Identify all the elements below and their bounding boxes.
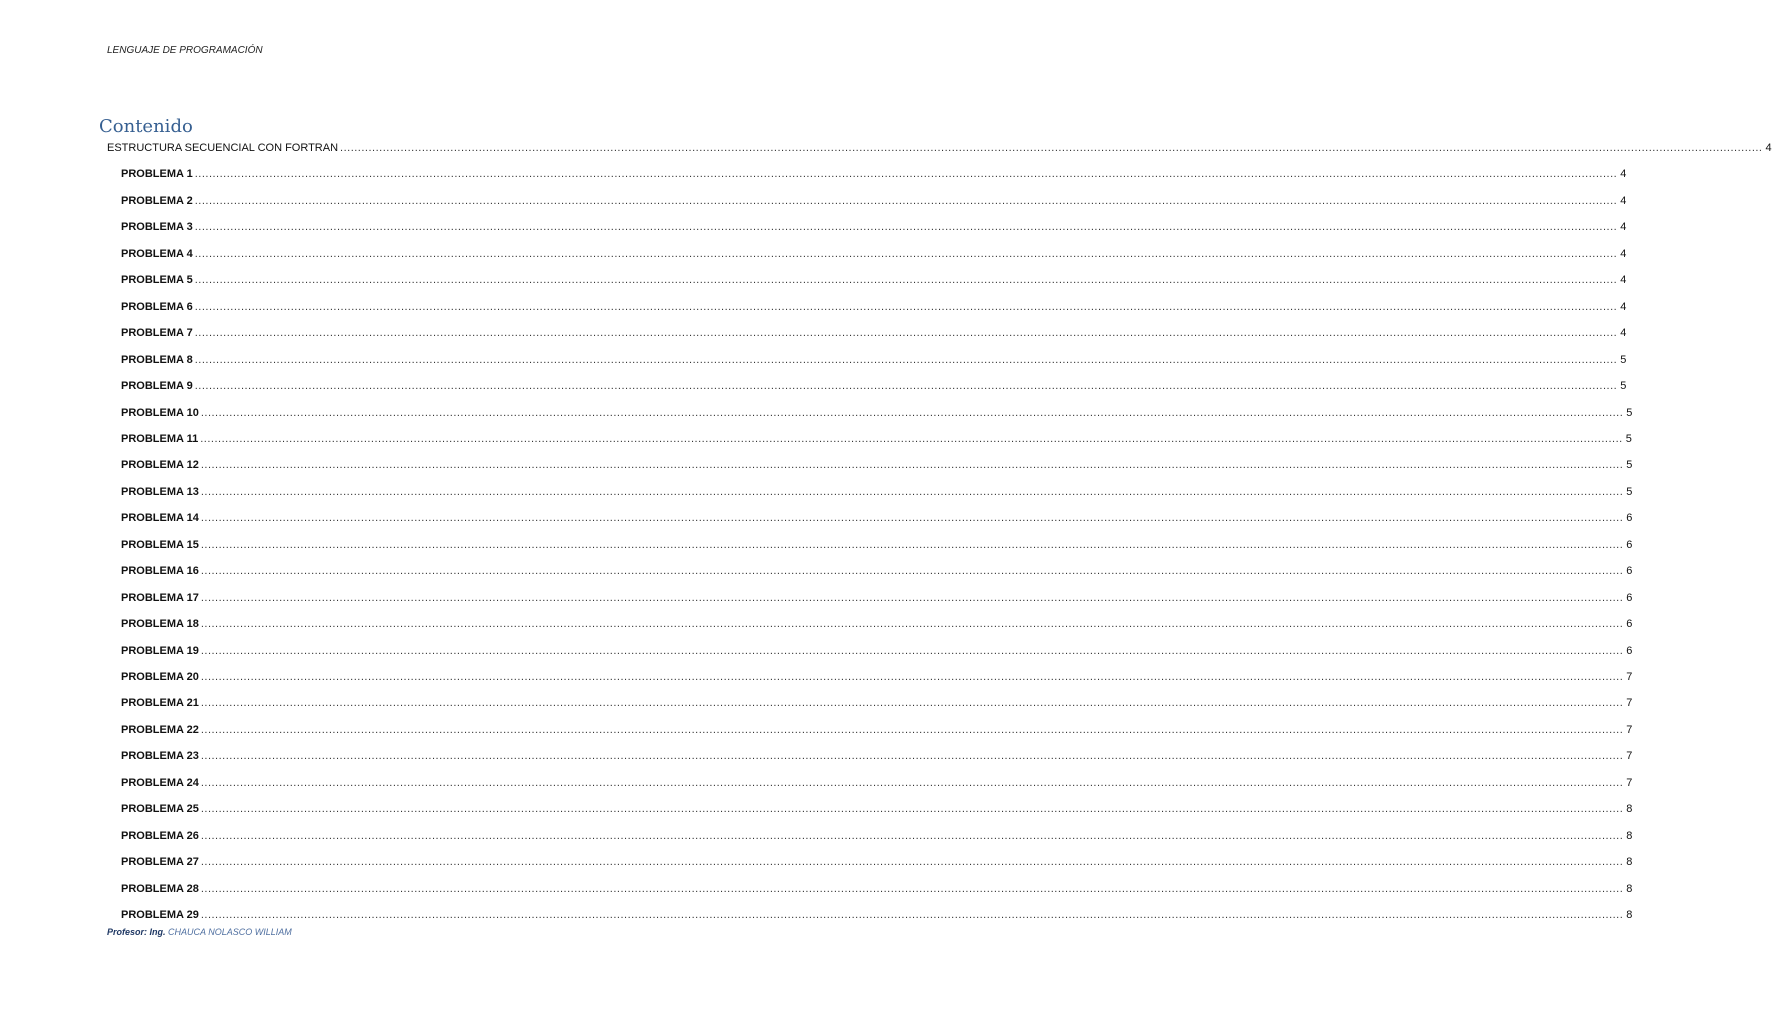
toc-entry-page: 4 xyxy=(1620,247,1627,260)
toc-entry-label: PROBLEMA 18 xyxy=(121,618,199,631)
toc-entry-label: PROBLEMA 10 xyxy=(121,406,199,419)
toc-entry-label: PROBLEMA 1 xyxy=(121,168,193,181)
toc-entry-page: 6 xyxy=(1626,591,1633,604)
toc-entry-page: 5 xyxy=(1620,380,1627,393)
toc-entry[interactable] xyxy=(121,351,1627,369)
toc-leader-dots: ................................................................................................................................................................................................................................................................................................................................................................................................................ xyxy=(194,194,1618,207)
toc-entry-page: 5 xyxy=(1626,406,1633,419)
toc-leader-dots: ................................................................................................................................................................................................................................................................................................................................................................................................................ xyxy=(200,485,1624,498)
toc-entry[interactable] xyxy=(121,906,1633,924)
toc-leader-dots: ................................................................................................................................................................................................................................................................................................................................................................................................................ xyxy=(200,618,1624,631)
toc-entry-page: 4 xyxy=(1620,274,1627,287)
toc-entry-page: 6 xyxy=(1626,512,1633,525)
toc-leader-dots: ................................................................................................................................................................................................................................................................................................................................................................................................................ xyxy=(200,512,1624,525)
toc-entry-page: 4 xyxy=(1620,168,1627,181)
toc-entry-label: PROBLEMA 21 xyxy=(121,697,199,710)
toc-entry[interactable] xyxy=(121,483,1633,501)
toc-entry-page: 4 xyxy=(1620,327,1627,340)
toc-entry[interactable] xyxy=(121,853,1633,871)
toc-entry[interactable] xyxy=(121,827,1633,845)
toc-entry-page: 7 xyxy=(1626,750,1633,763)
toc-entry[interactable] xyxy=(121,589,1633,607)
toc-entry-label: PROBLEMA 11 xyxy=(121,432,199,445)
toc-entry[interactable] xyxy=(121,747,1633,765)
toc-entry[interactable] xyxy=(121,430,1632,448)
toc-entry[interactable] xyxy=(121,456,1633,474)
toc-entry-page: 6 xyxy=(1626,618,1633,631)
toc-entry-label: PROBLEMA 25 xyxy=(121,803,199,816)
toc-entry[interactable] xyxy=(121,642,1633,660)
toc-entry-label: PROBLEMA 26 xyxy=(121,829,199,842)
toc-leader-dots: ................................................................................................................................................................................................................................................................................................................................................................................................................ xyxy=(194,327,1618,340)
toc-entry-label: PROBLEMA 16 xyxy=(121,565,199,578)
toc-entry-page: 8 xyxy=(1626,882,1633,895)
toc-leader-dots: ................................................................................................................................................................................................................................................................................................................................................................................................................ xyxy=(194,247,1618,260)
toc-leader-dots: ................................................................................................................................................................................................................................................................................................................................................................................................................ xyxy=(200,882,1624,895)
toc-entry[interactable] xyxy=(121,271,1627,289)
toc-leader-dots: ................................................................................................................................................................................................................................................................................................................................................................................................................ xyxy=(200,671,1624,683)
toc-entry-page: 8 xyxy=(1626,856,1633,869)
toc-entry-label: PROBLEMA 12 xyxy=(121,459,199,472)
toc-entry-label: PROBLEMA 28 xyxy=(121,882,199,895)
toc-leader-dots: ................................................................................................................................................................................................................................................................................................................................................................................................................ xyxy=(200,591,1624,604)
toc-entry-label: PROBLEMA 27 xyxy=(121,856,199,869)
toc-leader-dots: ................................................................................................................................................................................................................................................................................................................................................................................................................ xyxy=(200,723,1624,736)
page-footer xyxy=(107,927,292,937)
toc-entry-label: PROBLEMA 14 xyxy=(121,512,199,525)
toc-entry-page: 8 xyxy=(1626,829,1633,842)
toc-entry-page: 5 xyxy=(1620,353,1627,366)
toc-leader-dots: ................................................................................................................................................................................................................................................................................................................................................................................................................ xyxy=(340,142,1763,154)
toc-leader-dots: ................................................................................................................................................................................................................................................................................................................................................................................................................ xyxy=(200,459,1624,472)
footer-role: Profesor: Ing. xyxy=(107,927,166,937)
toc-entry-label: PROBLEMA 20 xyxy=(121,671,199,683)
toc-leader-dots: ................................................................................................................................................................................................................................................................................................................................................................................................................ xyxy=(200,538,1624,551)
toc-entry[interactable] xyxy=(121,192,1627,210)
toc-entry-label: PROBLEMA 17 xyxy=(121,591,199,604)
toc-leader-dots: ................................................................................................................................................................................................................................................................................................................................................................................................................ xyxy=(194,221,1618,234)
toc-entry-page: 7 xyxy=(1626,723,1633,736)
toc-leader-dots: ................................................................................................................................................................................................................................................................................................................................................................................................................ xyxy=(200,776,1624,789)
toc-entry-page: 8 xyxy=(1626,803,1633,816)
toc-entry[interactable] xyxy=(121,536,1633,554)
toc-entry-label: ESTRUCTURA SECUENCIAL CON FORTRAN xyxy=(107,142,339,154)
toc-entry-label: PROBLEMA 2 xyxy=(121,194,193,207)
toc-entry[interactable] xyxy=(121,404,1633,422)
toc-entry-page: 6 xyxy=(1626,565,1633,578)
toc-entry-page: 7 xyxy=(1626,697,1633,710)
toc-entry-page: 7 xyxy=(1626,776,1633,789)
toc-entry[interactable] xyxy=(121,800,1633,818)
toc-entry-page: 4 xyxy=(1620,194,1627,207)
toc-leader-dots: ................................................................................................................................................................................................................................................................................................................................................................................................................ xyxy=(200,803,1624,816)
toc-leader-dots: ................................................................................................................................................................................................................................................................................................................................................................................................................ xyxy=(200,406,1624,419)
toc-entry-label: PROBLEMA 8 xyxy=(121,353,193,366)
toc-entry[interactable] xyxy=(121,615,1633,633)
toc-leader-dots: ................................................................................................................................................................................................................................................................................................................................................................................................................ xyxy=(200,829,1624,842)
toc-entry-label: PROBLEMA 29 xyxy=(121,909,199,922)
toc-leader-dots: ................................................................................................................................................................................................................................................................................................................................................................................................................ xyxy=(194,300,1618,313)
toc-entry[interactable] xyxy=(121,774,1633,792)
toc-leader-dots: ................................................................................................................................................................................................................................................................................................................................................................................................................ xyxy=(200,750,1624,763)
toc-title: Contenido xyxy=(99,116,193,137)
toc-entry[interactable] xyxy=(121,694,1633,712)
toc-entry[interactable] xyxy=(121,245,1627,263)
toc-entry-page: 8 xyxy=(1626,909,1633,922)
toc-entry-page: 5 xyxy=(1626,459,1633,472)
toc-entry-page: 7 xyxy=(1626,671,1633,683)
toc-entry[interactable] xyxy=(121,298,1627,316)
toc-entry-page: 6 xyxy=(1626,644,1633,657)
toc-leader-dots: ................................................................................................................................................................................................................................................................................................................................................................................................................ xyxy=(200,644,1624,657)
toc-entry[interactable] xyxy=(107,139,1772,157)
toc-entry[interactable] xyxy=(121,880,1633,898)
toc-leader-dots: ................................................................................................................................................................................................................................................................................................................................................................................................................ xyxy=(200,856,1624,869)
toc-entry-page: 4 xyxy=(1765,142,1772,154)
toc-entry-page: 5 xyxy=(1626,485,1633,498)
toc-entry[interactable] xyxy=(121,562,1633,580)
footer-author: CHAUCA NOLASCO WILLIAM xyxy=(168,927,292,937)
toc-leader-dots: ................................................................................................................................................................................................................................................................................................................................................................................................................ xyxy=(200,432,1623,445)
toc-entry-label: PROBLEMA 24 xyxy=(121,776,199,789)
toc-leader-dots: ................................................................................................................................................................................................................................................................................................................................................................................................................ xyxy=(194,380,1618,393)
toc-entry-label: PROBLEMA 15 xyxy=(121,538,199,551)
toc-entry[interactable] xyxy=(121,377,1627,395)
toc-entry-label: PROBLEMA 6 xyxy=(121,300,193,313)
toc-leader-dots: ................................................................................................................................................................................................................................................................................................................................................................................................................ xyxy=(194,274,1618,287)
toc-entry-page: 4 xyxy=(1620,300,1627,313)
toc-entry[interactable] xyxy=(121,218,1627,236)
toc-entry-label: PROBLEMA 22 xyxy=(121,723,199,736)
toc-entry-page: 5 xyxy=(1625,432,1632,445)
toc-entry[interactable] xyxy=(121,165,1627,183)
toc-leader-dots: ................................................................................................................................................................................................................................................................................................................................................................................................................ xyxy=(200,565,1624,578)
toc-entry-label: PROBLEMA 7 xyxy=(121,327,193,340)
toc-leader-dots: ................................................................................................................................................................................................................................................................................................................................................................................................................ xyxy=(194,168,1618,181)
toc-entry[interactable] xyxy=(121,721,1633,739)
toc-leader-dots: ................................................................................................................................................................................................................................................................................................................................................................................................................ xyxy=(200,909,1624,922)
toc-entry-label: PROBLEMA 4 xyxy=(121,247,193,260)
page-header: LENGUAJE DE PROGRAMACIÓN xyxy=(107,45,263,56)
toc-entry-label: PROBLEMA 23 xyxy=(121,750,199,763)
toc-entry-page: 6 xyxy=(1626,538,1633,551)
toc-entry-label: PROBLEMA 13 xyxy=(121,485,199,498)
toc-entry-label: PROBLEMA 5 xyxy=(121,274,193,287)
toc-entry-label: PROBLEMA 3 xyxy=(121,221,193,234)
toc-entry[interactable] xyxy=(121,509,1633,527)
toc-leader-dots: ................................................................................................................................................................................................................................................................................................................................................................................................................ xyxy=(200,697,1624,710)
toc-entry-page: 4 xyxy=(1620,221,1627,234)
toc-entry-label: PROBLEMA 9 xyxy=(121,380,193,393)
toc-entry[interactable] xyxy=(121,668,1633,686)
toc-leader-dots: ................................................................................................................................................................................................................................................................................................................................................................................................................ xyxy=(194,353,1618,366)
toc-entry[interactable] xyxy=(121,324,1627,342)
toc-entry-label: PROBLEMA 19 xyxy=(121,644,199,657)
